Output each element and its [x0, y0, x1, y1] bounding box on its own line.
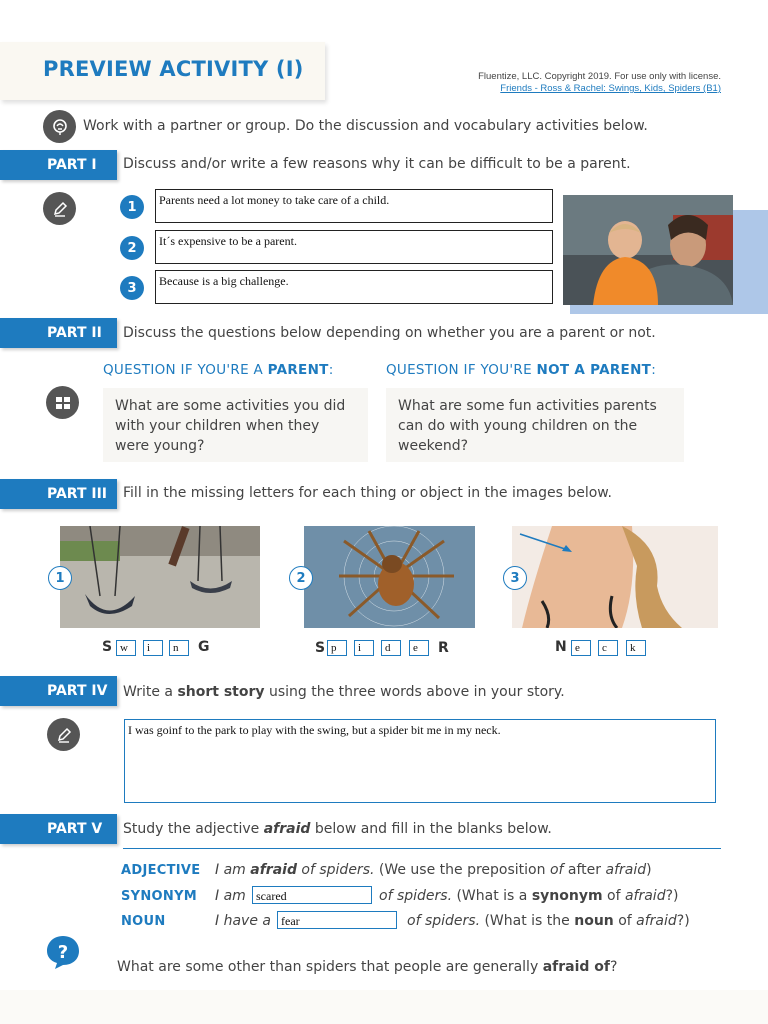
letter-field[interactable]: d: [381, 640, 401, 656]
page-title: PREVIEW ACTIVITY (I): [43, 57, 304, 81]
part5-instruction: Study the adjective afraid below and fill in the blanks below.: [123, 821, 552, 837]
word2-first-letter: S: [315, 640, 326, 656]
number-badge: 2: [120, 236, 144, 260]
number-badge: 3: [120, 276, 144, 300]
synonym-sentence-start: I am: [215, 888, 246, 904]
number-badge: 3: [503, 566, 527, 590]
letter-field[interactable]: i: [354, 640, 374, 656]
number-badge: 1: [48, 566, 72, 590]
answer-field-3[interactable]: Because is a big challenge.: [155, 270, 553, 304]
parent-question-heading: QUESTION IF YOU'RE A PARENT:: [103, 362, 334, 378]
copyright-text: Fluentize, LLC. Copyright 2019. For use only with license.: [478, 71, 721, 82]
word1-first-letter: S: [102, 639, 113, 655]
tab-part-1: PART I: [0, 150, 117, 180]
parent-question: What are some activities you did with your children when they were young?: [103, 388, 368, 462]
pencil-icon: [47, 718, 80, 751]
number-badge: 2: [289, 566, 313, 590]
swing-photo: [60, 526, 260, 628]
non-parent-question: What are some fun activities parents can do with young children on the weekend?: [386, 388, 684, 462]
noun-blank[interactable]: fear: [277, 911, 397, 929]
copyright-block: [478, 71, 721, 95]
letter-field[interactable]: n: [169, 640, 189, 656]
story-textarea[interactable]: I was goinf to the park to play with the swing, but a spider bit me in my neck.: [124, 719, 716, 803]
answer-field-1[interactable]: Parents need a lot money to take care of a child.: [155, 189, 553, 223]
final-question: What are some other than spiders that people are generally afraid of?: [117, 959, 618, 975]
letter-field[interactable]: e: [571, 640, 591, 656]
word3-first-letter: N: [555, 639, 567, 655]
adjective-label: ADJECTIVE: [121, 863, 201, 878]
part3-instruction: Fill in the missing letters for each thing or object in the images below.: [123, 485, 612, 501]
letter-field[interactable]: p: [327, 640, 347, 656]
question-bubble-icon: [45, 934, 81, 970]
part4-instruction: Write a short story using the three words above in your story.: [123, 684, 565, 700]
svg-text:?: ?: [57, 942, 69, 963]
noun-label: NOUN: [121, 914, 166, 929]
spider-photo: [304, 526, 475, 628]
synonym-sentence-end: of spiders. (What is a synonym of afraid?): [379, 888, 679, 904]
answer-field-2[interactable]: It´s expensive to be a parent.: [155, 230, 553, 264]
parent-child-photo: [563, 195, 733, 305]
tab-part-3: PART III: [0, 479, 117, 509]
tab-part-2: PART II: [0, 318, 117, 348]
intro-text: Work with a partner or group. Do the discussion and vocabulary activities below.: [83, 118, 648, 134]
non-parent-question-heading: QUESTION IF YOU'RE NOT A PARENT:: [386, 362, 657, 378]
noun-sentence-start: I have a: [215, 913, 271, 929]
source-link[interactable]: Friends - Ross & Rachel: Swings, Kids, Spiders (B1): [500, 83, 721, 94]
tab-part-4: PART IV: [0, 676, 117, 706]
letter-field[interactable]: i: [143, 640, 163, 656]
footer-band: [0, 990, 768, 1024]
divider: [123, 848, 721, 849]
number-badge: 1: [120, 195, 144, 219]
letter-field[interactable]: w: [116, 640, 136, 656]
noun-sentence-end: of spiders. (What is the noun of afraid?): [407, 913, 690, 929]
brain-icon: [43, 110, 76, 143]
word1-last-letter: G: [198, 639, 210, 655]
adjective-sentence: I am afraid of spiders. (We use the preposition of after afraid): [215, 862, 652, 878]
synonym-label: SYNONYM: [121, 889, 198, 904]
group-icon: [46, 386, 79, 419]
word2-last-letter: R: [438, 640, 449, 656]
letter-field[interactable]: e: [409, 640, 429, 656]
letter-field[interactable]: k: [626, 640, 646, 656]
letter-field[interactable]: c: [598, 640, 618, 656]
part2-instruction: Discuss the questions below depending on whether you are a parent or not.: [123, 325, 656, 341]
part1-instruction: Discuss and/or write a few reasons why it can be difficult to be a parent.: [123, 156, 631, 172]
synonym-blank[interactable]: scared: [252, 886, 372, 904]
pencil-icon: [43, 192, 76, 225]
tab-part-5: PART V: [0, 814, 117, 844]
pointer-arrow-icon: [518, 532, 574, 554]
